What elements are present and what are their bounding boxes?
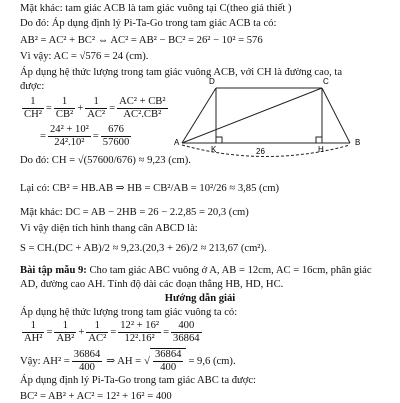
equation-ch-value: = $\frac{\text{24² + 10²}}{\text{24².10²}}$ = $\frac{676}{57600}$ xyxy=(40,124,130,148)
equation-ah-value: Vậy: AH² = $\frac{36864}{400}$ ⇒ AH = √ $\frac{36864}{400}$ = 9,6 (cm). xyxy=(20,348,236,373)
equation-line: Lại có: CB² = HB.AB ⇒ HB = CB²/AB = 10²/26 ≈ 3,85 (cm) xyxy=(20,183,280,194)
text-line: AD, đường cao AH. Tính độ dài các đoạn thẳng HB, HD, HC. xyxy=(20,279,284,290)
label-c: C xyxy=(323,77,329,86)
equation-line: Mặt khác: DC = AB − 2HB = 26 − 2.2,85 = 20,3 (cm) xyxy=(20,207,249,218)
label-d: D xyxy=(209,77,215,86)
equation-ah: $\frac{1}{\text{AH²}}$ = $\frac{1}{\text{AB²}}$ + $\frac{1}{\text{AC²}}$ = $\frac{\text{12² + 16²}}{\text{12².16²}}$ = $\frac{400}{36864}$ xyxy=(24,320,200,344)
equation-line: Vì vậy: AC = √576 = 24 (cm). xyxy=(20,51,149,62)
equation-line: Do đó: CH = √(57600/676) ≈ 9,23 (cm). xyxy=(20,155,191,166)
text-line: Áp dụng hệ thức lượng trong tam giác vuông ta có: xyxy=(20,307,238,318)
text-line: Do đó: Áp dụng định lý Pi-Ta-Go trong tam giác ACB ta có: xyxy=(20,18,277,29)
text-line: Áp dụng định lý Pi-Ta-Go trong tam giác ABC ta được: xyxy=(20,375,256,386)
text-line: Mặt khác: tam giác ACB là tam giác vuông tại C(theo giả thiết ) xyxy=(20,3,292,14)
label-k: K xyxy=(211,145,217,154)
guide-heading: Hướng dẫn giải xyxy=(164,293,236,304)
label-length: 26 xyxy=(256,147,265,156)
text-line: Áp dụng hệ thức lượng trong tam giác vuông ACB, với CH là đường cao, ta xyxy=(20,67,343,78)
equation-line: BC² = AB² + AC² = 12² + 16² = 400 xyxy=(20,391,172,402)
dimension-arc xyxy=(182,145,350,157)
text-line: Vì vậy diện tích hình thang cân ABCD là: xyxy=(20,223,198,234)
label-a: A xyxy=(174,138,180,147)
diagonal-ac xyxy=(182,88,322,143)
label-h: H xyxy=(318,145,324,154)
equation-line: AB² = AC² + BC² ⇔ AC² = AB² − BC² = 26² − 10² = 576 xyxy=(20,35,263,46)
right-angle-k xyxy=(216,137,222,143)
label-b: B xyxy=(355,138,361,147)
right-angle-h xyxy=(316,137,322,143)
exercise-statement: Bài tập mẫu 9: Cho tam giác ABC vuông ở A, AB = 12cm, AC = 16cm, phân giác xyxy=(20,265,372,276)
equation-line: S = CH.(DC + AB)/2 ≈ 9,23.(20,3 + 26)/2 ≈ 213,67 (cm²). xyxy=(20,243,267,254)
edge-cb xyxy=(322,88,350,143)
edge-ad xyxy=(182,88,216,143)
text-line: được: xyxy=(20,81,45,92)
equation-ch: $\frac{1}{\text{CH²}}$ = $\frac{1}{\text{CB²}}$ + $\frac{1}{\text{AC²}}$ = $\frac{\text{AC² + CB²}}{\text{AC².CB²}}$ xyxy=(24,96,166,120)
exercise-label: Bài tập mẫu 9: xyxy=(20,265,87,276)
